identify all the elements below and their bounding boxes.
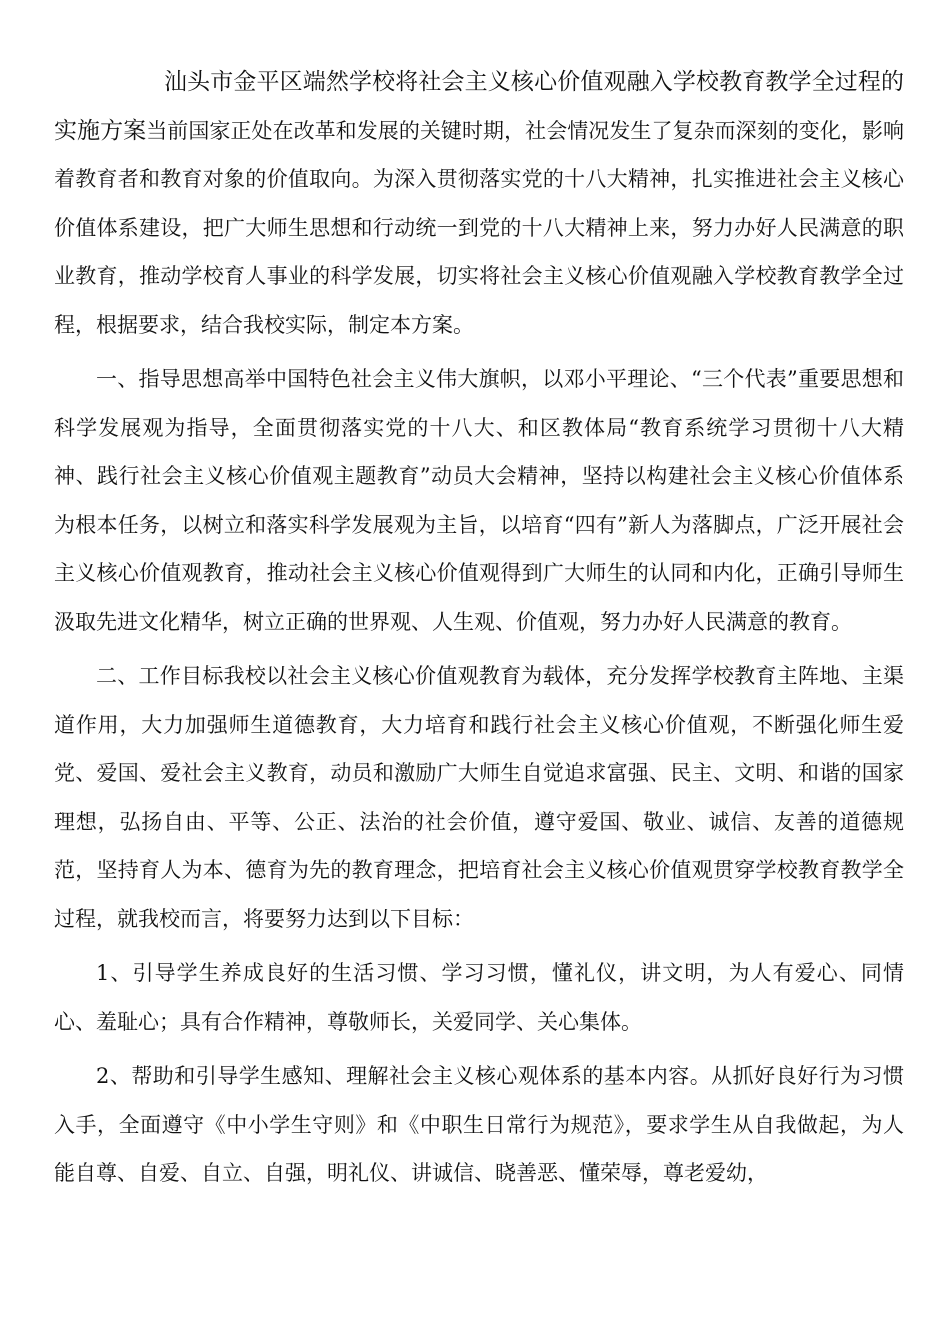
goal-item-2: 2、帮助和引导学生感知、理解社会主义核心观体系的基本内容。从抓好良好行为习惯入手，全面遵守《中小学生守则》和《中职生日常行为规范》，要求学生从自我做起，为人能自尊、自爱、自立、自强，明礼仪、讲诚信、晓善恶、懂荣辱，尊老爱幼，: [54, 1064, 904, 1185]
document-title: 汕头市金平区端然学校将社会主义核心价值观融入学校教育教学全过程的实施方案: [54, 69, 904, 144]
goal-item-1: 1、引导学生养成良好的生活习惯、学习习惯，懂礼仪，讲文明，为人有爱心、同情心、羞耻心；具有合作精神，尊敬师长，关爱同学、关心集体。: [54, 961, 904, 1034]
section-guiding-ideology: 一、指导思想高举中国特色社会主义伟大旗帜，以邓小平理论、“三个代表”重要思想和科学发展观为指导，全面贯彻落实党的十八大、和区教体局“教育系统学习贯彻十八大精神、践行社会主义核心价值观主题教育”动员大会精神，坚持以构建社会主义核心价值体系为根本任务，以树立和落实科学发展观为主旨，以培育“四有”新人为落脚点，广泛开展社会主义核心价值观教育，推动社会主义核心价值观得到广大师生的认同和内化，正确引导师生汲取先进文化精华，树立正确的世界观、人生观、价值观，努力办好人民满意的教育。: [54, 367, 904, 634]
section-work-goals: 二、工作目标我校以社会主义核心价值观教育为载体，充分发挥学校教育主阵地、主渠道作用，大力加强师生道德教育，大力培育和践行社会主义核心价值观，不断强化师生爱党、爱国、爱社会主义教育，动员和激励广大师生自觉追求富强、民主、文明、和谐的国家理想，弘扬自由、平等、公正、法治的社会价值，遵守爱国、敬业、诚信、友善的道德规范，坚持育人为本、德育为先的教育理念，把培育社会主义核心价值观贯穿学校教育教学全过程，就我校而言，将要努力达到以下目标：: [54, 664, 904, 931]
document-page: [54, 58, 904, 1198]
title-paragraph: [54, 58, 904, 349]
intro-text: 当前国家正处在改革和发展的关键时期，社会情况发生了复杂而深刻的变化，影响着教育者和教育对象的价值取向。为深入贯彻落实党的十八大精神，扎实推进社会主义核心价值体系建设，把广大师生思想和行动统一到党的十八大精神上来，努力办好人民满意的职业教育，推动学校育人事业的科学发展，切实将社会主义核心价值观融入学校教育教学全过程，根据要求，结合我校实际，制定本方案。: [54, 118, 905, 337]
